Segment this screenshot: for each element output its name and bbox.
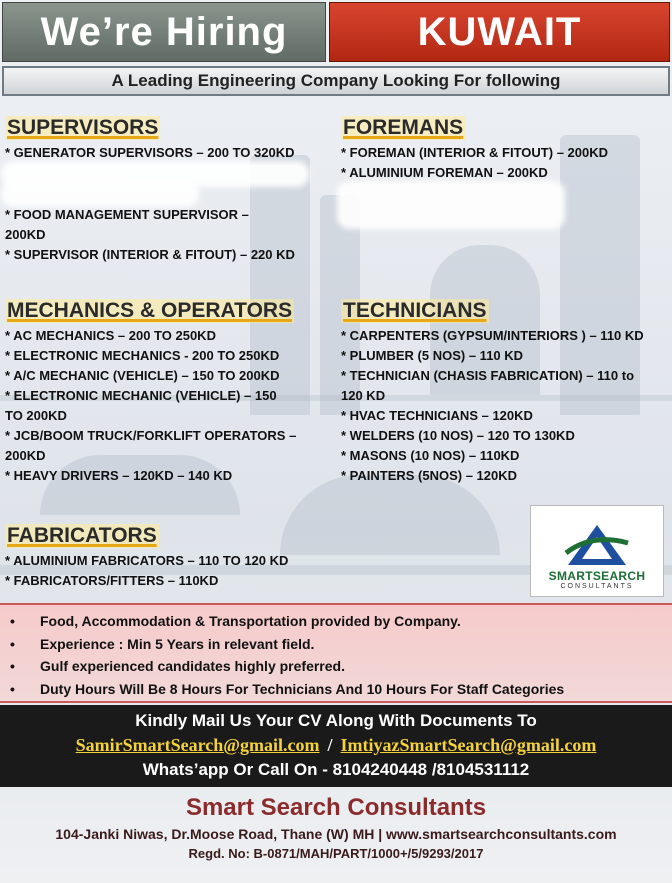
- redacted-line: [5, 185, 195, 203]
- section-title: FABRICATORS: [7, 524, 157, 547]
- list-item: * FOREMAN (INTERIOR & FITOUT) – 200KD: [341, 145, 609, 160]
- hiring-title: We’re Hiring: [40, 9, 288, 54]
- bullet: •: [10, 635, 15, 652]
- list-item: * ELECTRONIC MECHANICS - 200 TO 250KD: [5, 348, 280, 363]
- benefit-item: [10, 633, 672, 656]
- list-item: * JCB/BOOM TRUCK/FORKLIFT OPERATORS –: [5, 428, 297, 443]
- benefits-box: [0, 603, 672, 703]
- hiring-banner: [2, 2, 326, 62]
- list-item: * CARPENTERS (GYPSUM/INTERIORS ) – 110 KD: [341, 328, 644, 343]
- fabricators-section: [5, 524, 335, 591]
- benefit-text: Duty Hours Will Be 8 Hours For Technicians And 10 Hours For Staff Categories: [40, 680, 565, 697]
- footer: [0, 792, 672, 864]
- logo-mark-icon: [562, 523, 632, 567]
- list-item: * PAINTERS (5NOS) – 120KD: [341, 468, 518, 483]
- list-item: * PLUMBER (5 NOS) – 110 KD: [341, 348, 524, 363]
- subtitle-bar: [2, 66, 670, 96]
- technicians-section: [341, 299, 669, 486]
- list-item: TO 200KD: [5, 408, 67, 423]
- list-item: * WELDERS (10 NOS) – 120 TO 130KD: [341, 428, 575, 443]
- location-title: KUWAIT: [417, 9, 582, 54]
- list-item: * TECHNICIAN (CHASIS FABRICATION) – 110 to: [341, 368, 635, 383]
- list-item: * MASONS (10 NOS) – 110KD: [341, 448, 520, 463]
- list-item: * FOOD MANAGEMENT SUPERVISOR –: [5, 207, 249, 222]
- company-name: Smart Search Consultants: [185, 794, 487, 821]
- list-item: * A/C MECHANIC (VEHICLE) – 150 TO 200KD: [5, 368, 280, 383]
- list-item: * SUPERVISOR (INTERIOR & FITOUT) – 220 KD: [5, 247, 295, 262]
- cv-instruction: Kindly Mail Us Your CV Along With Documents To: [135, 711, 537, 730]
- redacted-line: [5, 165, 305, 183]
- email-link-samir[interactable]: SamirSmartSearch@gmail.com: [75, 735, 320, 755]
- foremans-section: [341, 116, 667, 227]
- list-item: * HVAC TECHNICIANS – 120KD: [341, 408, 533, 423]
- email-row: [0, 732, 672, 758]
- benefit-text: Gulf experienced candidates highly preferred.: [40, 658, 345, 674]
- section-title: FOREMANS: [343, 116, 464, 139]
- mechanics-section: [5, 299, 335, 486]
- email-separator: /: [327, 735, 333, 755]
- list-item: * GENERATOR SUPERVISORS – 200 TO 320KD: [5, 145, 295, 160]
- redacted-block: [341, 185, 561, 225]
- list-item: 200KD: [5, 227, 46, 242]
- benefit-item: [10, 610, 672, 633]
- section-title: TECHNICIANS: [343, 299, 487, 322]
- benefit-text: Experience : Min 5 Years in relevant field.: [40, 635, 315, 652]
- list-item: 200KD: [5, 448, 46, 463]
- bullet: •: [10, 613, 15, 629]
- list-item: * FABRICATORS/FITTERS – 110KD: [5, 573, 219, 588]
- location-banner: [329, 2, 670, 62]
- list-item: * ELECTRONIC MECHANIC (VEHICLE) – 150: [5, 388, 277, 403]
- subtitle: A Leading Engineering Company Looking For following: [111, 71, 561, 90]
- benefit-item: [10, 655, 672, 678]
- section-title: SUPERVISORS: [7, 116, 159, 139]
- benefit-item: [10, 678, 672, 701]
- list-item: * HEAVY DRIVERS – 120KD – 140 KD: [5, 468, 233, 483]
- logo-subtitle: CONSULTANTS: [560, 583, 634, 590]
- section-title: MECHANICS & OPERATORS: [7, 299, 293, 322]
- phone-line: Whats’app Or Call On - 8104240448 /8104531112: [142, 760, 530, 779]
- benefit-text: Food, Accommodation & Transportation provided by Company.: [40, 613, 461, 629]
- list-item: * AC MECHANICS – 200 TO 250KD: [5, 328, 216, 343]
- list-item: * ALUMINIUM FOREMAN – 200KD: [341, 165, 548, 180]
- list-item: * ALUMINIUM FABRICATORS – 110 TO 120 KD: [5, 553, 289, 568]
- list-item: 120 KD: [341, 388, 386, 403]
- logo-name: SMARTSEARCH: [548, 569, 646, 583]
- bullet: •: [10, 658, 15, 674]
- company-address: 104-Janki Niwas, Dr.Moose Road, Thane (W) MH | www.smartsearchconsultants.com: [55, 826, 617, 842]
- supervisors-section: [5, 116, 335, 265]
- company-logo: [530, 505, 664, 597]
- bullet: •: [10, 680, 15, 697]
- contact-bar: [0, 705, 672, 787]
- registration-number: Regd. No: B-0871/MAH/PART/1000+/5/9293/2017: [188, 846, 484, 861]
- email-link-imtiyaz[interactable]: ImtiyazSmartSearch@gmail.com: [340, 735, 597, 755]
